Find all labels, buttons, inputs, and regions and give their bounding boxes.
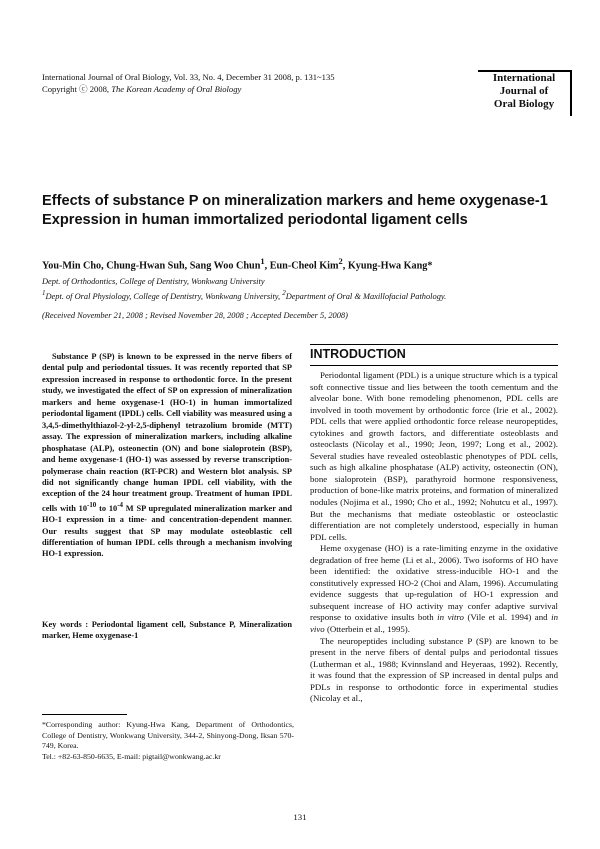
intro-p2-italic1: in vitro [437,612,464,623]
intro-paragraph-2 [310,543,558,635]
authors-part3: , Kyung-Hwa Kang* [342,260,433,272]
intro-paragraph-1: Periodontal ligament (PDL) is a unique structure which is a typical soft connective tissue and lies between the tooth cementum and the alveolar bone. With bone remodeling phenomenon, PDL cells are involved in tooth movement by orthodontic force (Irie et al., 2002). PDL cells that were applied orthodontic force release neuropeptides, cytokines and growth factors, and differentiate osteoblasts and osteoclasts (Nicolay et al., 1990; Jeon, 1997; Long et al., 2002). Several studies have revealed osteoblastic phenotypes of PDL cells, such as high alkaline phosphatase (ALP) activity, osteonectin (ON), bone sialoprotein (BSP), parathyroid hormone responsiveness, production of bone-like matrix proteins, and formation of mineralized nodules (Nojima et al., 1990; Cho et al., 1992; Nohutcu et al., 1997). But the mechanisms that mediate osteoblastic or osteoclastic differentiation are not completely understood, especially in human PDL cells. [310,370,558,542]
citation-header [42,72,402,95]
abstract [42,351,292,560]
corresponding-author-footnote: *Corresponding author: Kyung-Hwa Kang, Department of Orthodontics, College of Dentistry, Wonkwang University, 344-2, Shinyong-Dong, Iksan 570-749, Korea. Tel.: +82-63-850-6635, E-mail: pigtail@wonkwang.ac.kr [42,720,294,761]
abstract-part2: to 10 [96,503,118,513]
affil-text2: Department of Oral & Maxillofacial Pathology. [285,291,447,301]
authors-part1: You-Min Cho, Chung-Hwan Suh, Sang Woo Chun [42,260,261,272]
page-number: 131 [293,812,307,822]
affiliation-line2 [42,288,572,302]
intro-p2-c: (Otterbein et al., 1995). [324,624,410,635]
introduction-body [310,370,558,705]
publisher-name: The Korean Academy of Oral Biology [111,83,242,94]
intro-p2-b: (Vile et al. 1994) and [463,612,552,623]
affil-sup2: 2 [282,288,286,297]
journal-logo-box [478,70,572,116]
intro-paragraph-3: The neuropeptides including substance P (SP) are known to be present in the nerve fibers of dental pulps and periodontal tissues (Lutherman et al., 1988; Kvinnsland and Heyeraas, 1992). Recently, it was found that the expression of SP increased in dental pulps and PDLs in response to orthodontic force in experimental studies (Nicolay et al., [310,635,558,704]
abstract-part1: Substance P (SP) is known to be expressed in the nerve fibers of dental pulp and periodontal tissues. It was recently reported that SP expression increased in response to orthodontic force. In the present study, we investigated the effect of SP on expression of mineralization markers and heme oxygenase-1 (HO-1) in human immortalized periodontal ligament (IPDL) cells. Cell viability was measured using a 3,4,5-dimethylthiazol-2-yl-2,5-diphenyl tetrazolium bromide (MTT) assay. The expression of mineralization markers, including alkaline phosphatase (ALP), osteonectin (ON) and bone sialoprotein (BSP), and heme oxygenase-1 (HO-1) was assessed by reverse transcription-polymerase chain reaction (RT-PCR) and Western blot analysis. SP did not significantly change human IPDL cell viability, with the exception of the 24 hour treatment group. Treatment of human IPDL cells with 10 [42,352,292,513]
journal-name-line1: International [492,72,556,84]
journal-name-line3: Oral Biology [493,98,555,110]
author-list [42,256,572,271]
intro-p2-a: Heme oxygenase (HO) is a rate-limiting enzyme in the oxidative degradation of free heme (Li et al., 2006). Two isoforms of HO have been identified: the oxidative stress-inducible HO-1 and the constitutively expressed HO-2 (Choi and Alam, 1996). Accumulating evidence suggests that up-regulation of HO-1 expression and subsequent increase of HO activity may confer adaptive survival response to oxidative insults both [310,543,558,623]
footnote-rule [42,714,127,715]
abstract-sup1: -10 [87,500,97,509]
intro-p2-italic2: in vivo [310,612,558,635]
section-heading-introduction: INTRODUCTION [310,347,406,361]
copyright-line [42,84,402,96]
authors-part2: , Eun-Cheol Kim [264,260,339,272]
affil-sup1: 1 [42,288,46,297]
affiliation-line1: Dept. of Orthodontics, College of Dentistry, Wonkwang University [42,277,265,286]
received-dates: (Received November 21, 2008 ; Revised November 28, 2008 ; Accepted December 5, 2008) [42,311,348,320]
author-sup2: 2 [338,256,343,266]
author-sup1: 1 [260,256,265,266]
affil-text1: Dept. of Oral Physiology, College of Dentistry, Wonkwang University, [45,291,283,301]
citation-line: International Journal of Oral Biology, Vol. 33, No. 4, December 31 2008, p. 131~135 [42,72,335,82]
abstract-sup2: -4 [117,500,123,509]
paper-title: Effects of substance P on mineralization markers and heme oxygenase-1 Expression in human immortalized periodontal ligament cells [42,193,548,228]
journal-name-line2: Journal of [499,85,549,97]
affiliations [42,276,572,302]
keywords: Key words : Periodontal ligament cell, Substance P, Mineralization marker, Heme oxygenase-1 [42,620,292,641]
abstract-part3: M SP upregulated mineralization marker and HO-1 expression in a time- and concentration-dependent manner. Our results suggest that SP may modulate osteoblastic cell differentiation of human IPDL cells through a mechanism involving HO-1 expression. [42,503,293,559]
copyright-text: Copyright ⓒ 2008, [42,83,112,94]
